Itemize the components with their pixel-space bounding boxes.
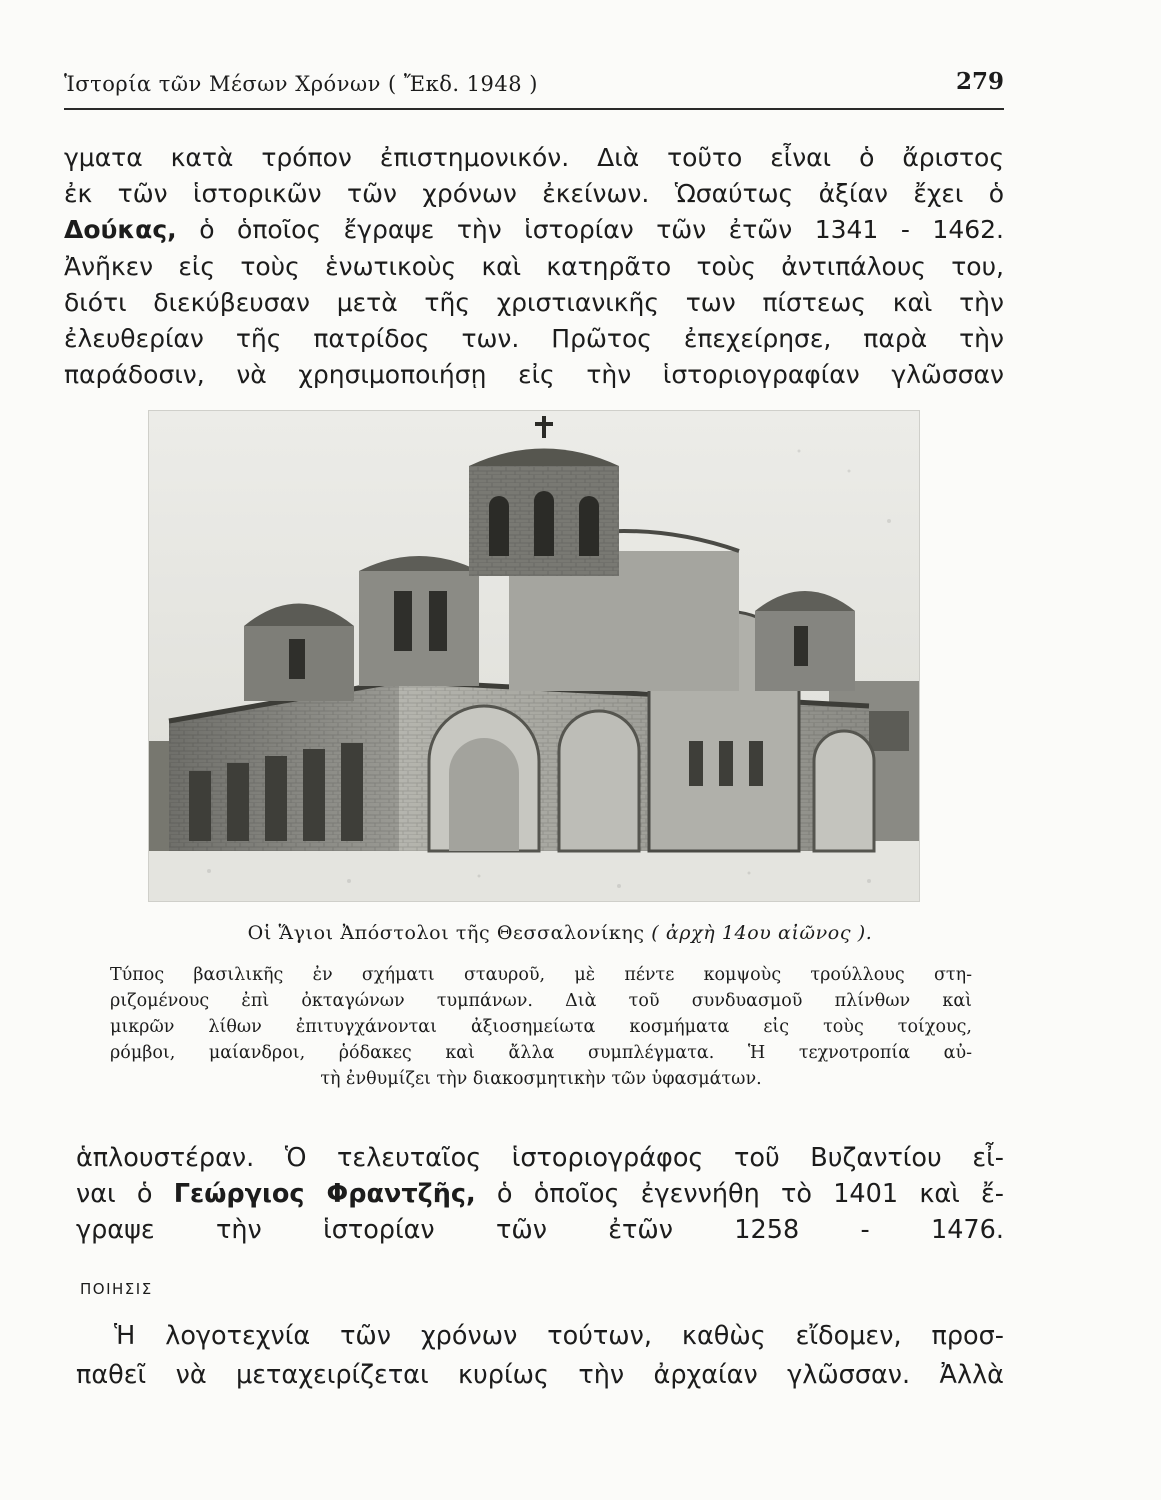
paragraph-1-line-4: Ἀνῆκεν εἰς τοὺς ἑνωτικοὺς καὶ κατηρᾶτο τοὺς ἀντιπάλους του, [64,251,1004,281]
paragraph-2-line-2-start: ναι ὁ [76,1179,153,1209]
paragraph-1-line-3-text: ὁ ὁποῖος ἔγραψε τὴν ἱστορίαν τῶν ἐτῶν 1341 - 1462. [199,215,1004,245]
caption-line-2: ριζομένους ἐπὶ ὀκταγώνων τυμπάνων. Διὰ τοῦ συνδυασμοῦ πλίνθων καὶ [110,991,972,1011]
caption-title-main: Οἱ Ἅγιοι Ἀπόστολοι τῆς Θεσσαλονίκης [247,922,645,944]
church-photograph [148,410,920,902]
paragraph-2-line-1: ἁπλουστέραν. Ὁ τελευταῖος ἱστοριογράφος τοῦ Βυζαντίου εἶ- [76,1143,1004,1173]
paragraph-1 [64,140,1004,393]
caption-body [110,962,972,1092]
paragraph-1-line-5: διότι διεκύβευσαν μετὰ τῆς χριστιανικῆς των πίστεως καὶ τὴν [64,287,1004,317]
paragraph-1-line-2: ἐκ τῶν ἱστορικῶν τῶν χρόνων ἐκείνων. Ὡσαύτως ἀξίαν ἔχει ὁ [64,179,1004,209]
paragraph-1-line-7: παράδοσιν, νὰ χρησιμοποιήσῃ εἰς τὴν ἱστοριογραφίαν γλῶσσαν [64,360,1004,390]
paragraph-1-line-1: γματα κατὰ τρόπον ἐπιστημονικόν. Διὰ τοῦτο εἶναι ὁ ἄριστος [64,143,1004,172]
church-illustration [149,411,919,901]
paragraph-2-line-2-end: ὁ ὁποῖος ἐγεννήθη τὸ 1401 καὶ ἔ- [496,1179,1005,1209]
running-header [64,68,1004,110]
paragraph-1-line-3 [64,212,1004,248]
author-name-doukas: Δούκας, [64,215,177,245]
paragraph-2 [76,1140,1004,1248]
paragraph-2-line-3: γραψε τὴν ἱστορίαν τῶν ἐτῶν 1258 - 1476. [76,1215,1004,1245]
caption-line-3: μικρῶν λίθων ἐπιτυγχάνονται ἀξιοσημείωτα κοσμήματα εἰς τοὺς τοίχους, [110,1017,972,1037]
author-name-frantzis: Γεώργιος Φραντζῆς, [173,1179,476,1209]
caption-line-1: Τύπος βασιλικῆς ἐν σχήματι σταυροῦ, μὲ πέντε κομψοὺς τρούλλους στη- [110,965,972,985]
caption-line-5: τὴ ἐνθυμίζει τὴν διακοσμητικὴν τῶν ὑφασμάτων. [320,1069,762,1089]
paragraph-2-line-2 [76,1176,1004,1212]
page-number: 279 [955,68,1004,95]
caption-title [140,922,980,944]
paragraph-1-line-6: ἐλευθερίαν τῆς πατρίδος των. Πρῶτος ἐπεχείρησε, παρὰ τὴν [64,324,1004,354]
section-heading-poetry: ΠΟΙΗΣΙΣ [80,1280,153,1298]
paragraph-3-line-1: Ἡ λογοτεχνία τῶν χρόνων τούτων, καθὼς εἴδομεν, προσ- [114,1321,1004,1351]
caption-line-4: ρόμβοι, μαίανδροι, ῥόδακες καὶ ἄλλα συμπλέγματα. Ἡ τεχνοτροπία αὐ- [110,1043,972,1063]
paragraph-3 [76,1317,1004,1395]
paragraph-3-line-2: παθεῖ νὰ μεταχειρίζεται κυρίως τὴν ἀρχαίαν γλῶσσαν. Ἀλλὰ [76,1360,1004,1390]
header-title: Ἱστορία τῶν Μέσων Χρόνων ( Ἔκδ. 1948 ) [64,72,538,96]
caption-title-date: ( ἀρχὴ 14ου αἰῶνος ). [651,922,873,944]
